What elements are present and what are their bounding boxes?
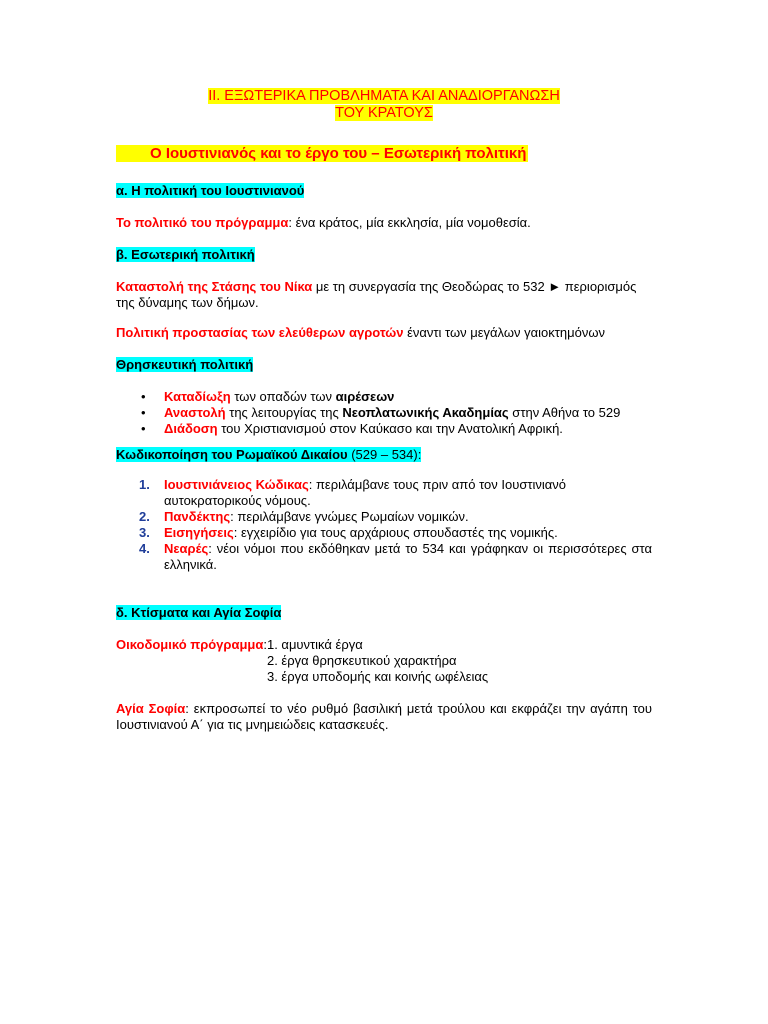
- codification-list: [116, 477, 652, 573]
- religion-item-label: Διάδοση: [164, 421, 218, 436]
- subtitle-text: Ο Ιουστινιανός και το έργο του – Εσωτερική πολιτική: [116, 145, 528, 162]
- section-b-paragraph-2: [116, 325, 652, 341]
- section-d-heading: [116, 605, 652, 621]
- list-item: [116, 541, 652, 573]
- list-item: [116, 421, 652, 437]
- list-item: [116, 389, 652, 405]
- codification-item-text: : εγχειρίδιο για τους αρχάριους σπουδαστές της νομικής.: [233, 525, 558, 540]
- religion-item-text: των οπαδών των: [230, 389, 336, 404]
- list-number: 4.: [139, 541, 150, 556]
- building-program: [116, 637, 652, 685]
- list-number: 1.: [139, 477, 150, 492]
- religion-item-bold: Νεοπλατωνικής Ακαδημίας: [342, 405, 509, 420]
- list-number: 2.: [139, 509, 150, 524]
- section-a-heading-text: α. Η πολιτική του Ιουστινιανού: [116, 183, 305, 198]
- codification-item-label: Ιουστινιάνειος Κώδικας: [164, 477, 309, 492]
- section-b-heading: [116, 247, 652, 263]
- list-number: 3.: [139, 525, 150, 540]
- section-d-heading-text: δ. Κτίσματα και Αγία Σοφία: [116, 605, 282, 620]
- document-subtitle: [116, 144, 652, 163]
- religion-item-tail: στην Αθήνα το 529: [508, 405, 621, 420]
- document-page: [116, 88, 652, 733]
- section-b-paragraph-1: [116, 279, 652, 311]
- list-item: [116, 509, 652, 525]
- section-b-p1-label: Καταστολή της Στάσης του Νίκα: [116, 279, 313, 294]
- codification-item-text: : νέοι νόμοι που εκδόθηκαν μετά το 534 και γράφηκαν οι περισσότερες στα ελληνικά.: [164, 541, 652, 572]
- list-item: [116, 525, 652, 541]
- religion-heading: [116, 357, 652, 373]
- section-a-paragraph: [116, 215, 652, 231]
- section-b-p1-text: με τη συνεργασία της Θεοδώρας το 532 ► περιορισμός της δύναμης των δήμων.: [116, 279, 637, 310]
- list-item: 2. έργα θρησκευτικού χαρακτήρα: [266, 653, 457, 668]
- codification-heading: [116, 447, 652, 463]
- section-b-p2-text: έναντι των μεγάλων γαιοκτημόνων: [403, 325, 605, 340]
- building-program-items: [267, 637, 488, 685]
- hagia-sophia-paragraph: [116, 701, 652, 733]
- codification-item-label: Νεαρές: [164, 541, 209, 556]
- bullet-icon: •: [141, 421, 146, 436]
- document-title: [116, 88, 652, 122]
- section-a-heading: [116, 183, 652, 199]
- list-item: [116, 477, 652, 509]
- bullet-icon: •: [141, 389, 146, 404]
- hagia-sophia-label: Αγία Σοφία: [116, 701, 186, 716]
- section-a-label: Το πολιτικό του πρόγραμμα: [116, 215, 289, 230]
- section-b-heading-text: β. Εσωτερική πολιτική: [116, 247, 255, 262]
- religion-list: [116, 389, 652, 437]
- title-line-1: II. ΕΞΩΤΕΡΙΚΑ ΠΡΟΒΛΗΜΑΤΑ ΚΑΙ ΑΝΑΔΙΟΡΓΑΝΩΣΗ: [208, 88, 560, 104]
- religion-item-label: Καταδίωξη: [164, 389, 231, 404]
- section-b-p2-label: Πολιτική προστασίας των ελεύθερων αγροτών: [116, 325, 404, 340]
- list-item: 1. αμυντικά έργα: [266, 637, 363, 652]
- religion-item-text: του Χριστιανισμού στον Καύκασο και την Ανατολική Αφρική.: [217, 421, 563, 436]
- title-line-2: ΤΟΥ ΚΡΑΤΟΥΣ: [335, 105, 433, 121]
- building-program-label: Οικοδομικό πρόγραμμα: [116, 637, 264, 652]
- list-item: 3. έργα υποδομής και κοινής ωφέλειας: [266, 669, 489, 684]
- religion-heading-text: Θρησκευτική πολιτική: [116, 357, 254, 372]
- bullet-icon: •: [141, 405, 146, 420]
- codification-item-text: : περιλάμβανε γνώμες Ρωμαίων νομικών.: [230, 509, 469, 524]
- codification-heading-dates: (529 – 534):: [347, 447, 422, 462]
- section-a-text: : ένα κράτος, μία εκκλησία, μία νομοθεσία.: [288, 215, 531, 230]
- building-program-label-col: [116, 637, 267, 685]
- codification-heading-text: Κωδικοποίηση του Ρωμαϊκού Δικαίου: [116, 447, 348, 462]
- codification-item-label: Πανδέκτης: [164, 509, 231, 524]
- list-item: [116, 405, 652, 421]
- codification-item-text: : περιλάμβανε τους πριν από τον Ιουστινιανό αυτοκρατορικούς νόμους.: [164, 477, 566, 508]
- hagia-sophia-text: : εκπροσωπεί το νέο ρυθμό βασιλική μετά τρούλου και εκφράζει την αγάπη του Ιουστινιανού Α΄ για τις μνημειώδεις κατασκευές.: [116, 701, 652, 732]
- codification-item-label: Εισηγήσεις: [164, 525, 234, 540]
- religion-item-label: Αναστολή: [164, 405, 226, 420]
- religion-item-bold: αιρέσεων: [335, 389, 395, 404]
- religion-item-text: της λειτουργίας της: [225, 405, 343, 420]
- building-program-colon: :: [263, 637, 267, 652]
